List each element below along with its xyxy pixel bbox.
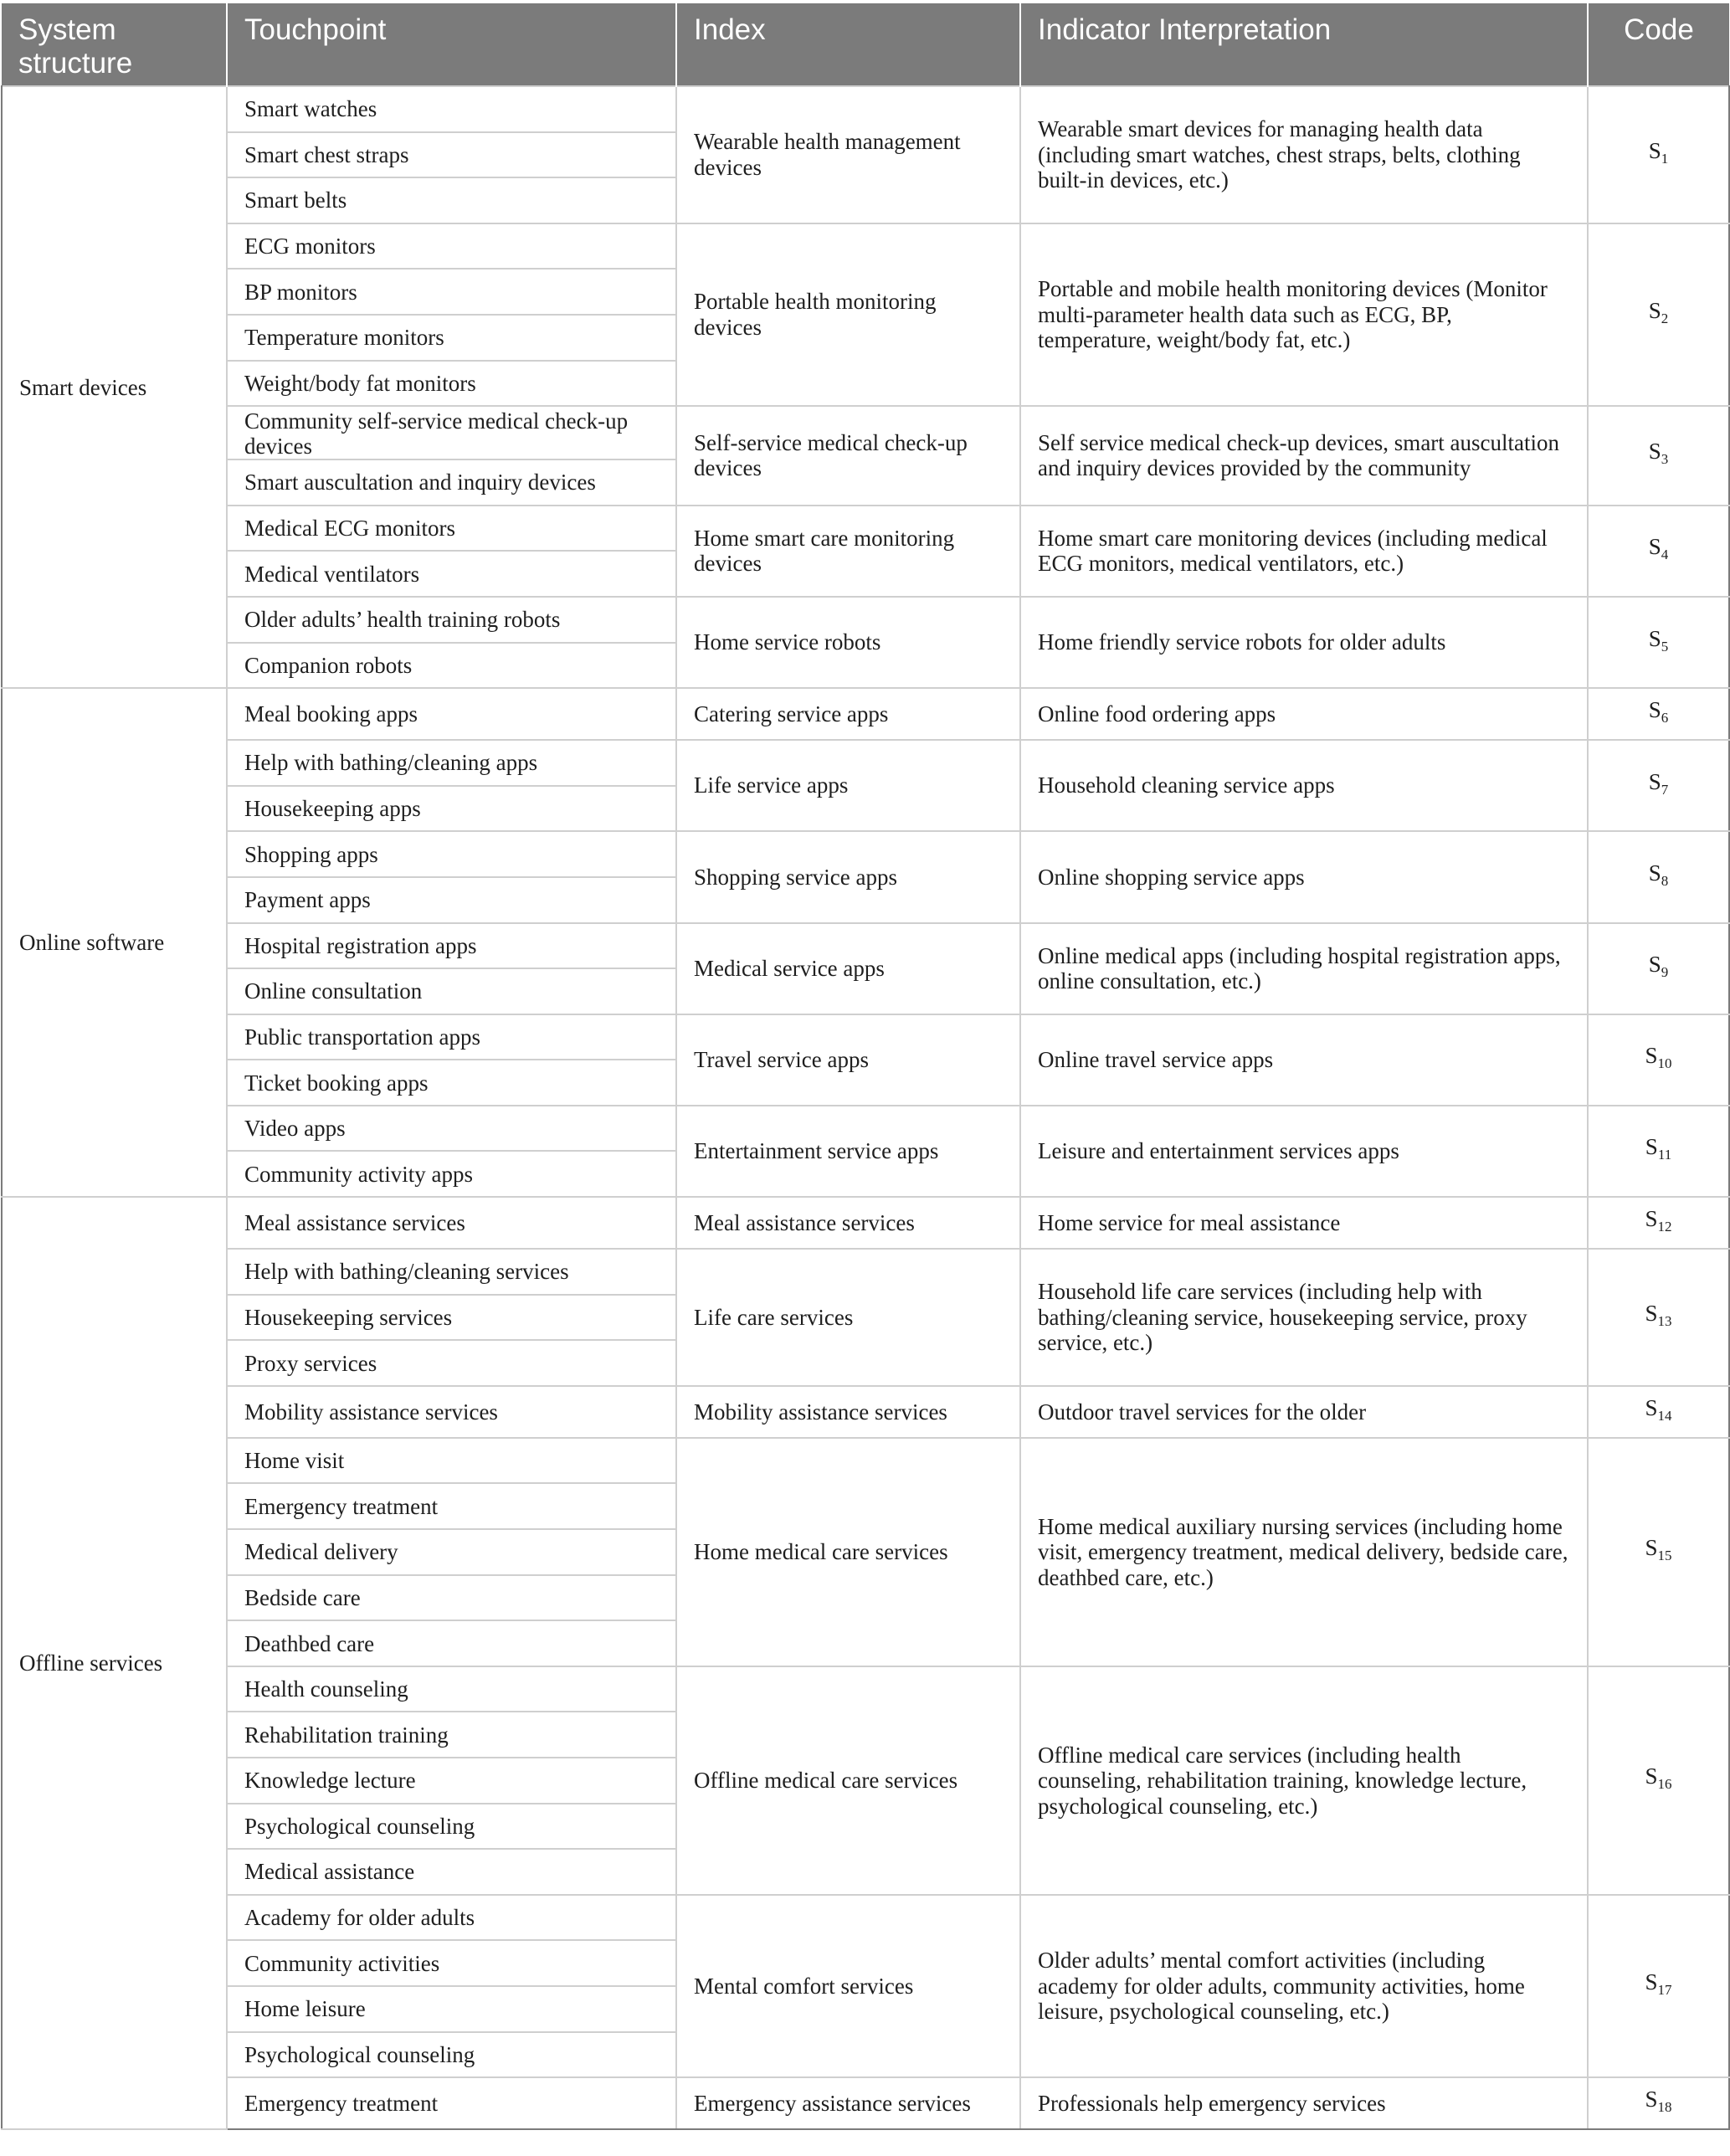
code-subscript: 16 [1657, 1776, 1672, 1793]
table-row [2, 406, 1729, 459]
index-cell: Life service apps [676, 740, 1020, 831]
table-body [2, 86, 1729, 2129]
code-prefix: S [1645, 1535, 1658, 1561]
touchpoint-cell: Medical delivery [227, 1529, 676, 1575]
touchpoint-cell: Proxy services [227, 1340, 676, 1386]
code-cell [1588, 597, 1729, 688]
touchpoint-cell: Smart auscultation and inquiry devices [227, 459, 676, 506]
touchpoint-cell: Health counseling [227, 1666, 676, 1712]
code-prefix: S [1648, 625, 1661, 651]
code-prefix: S [1645, 1969, 1658, 1994]
touchpoint-cell: Weight/body fat monitors [227, 361, 676, 407]
code-prefix: S [1648, 768, 1661, 794]
header-code: Code [1588, 3, 1729, 86]
indicator-interpretation-cell: Outdoor travel services for the older [1020, 1386, 1588, 1438]
code-subscript: 2 [1661, 310, 1669, 326]
indicator-interpretation-cell: Older adults’ mental comfort activities (including academy for older adults, community activities, home leisure, psychological counseling, etc.) [1020, 1895, 1588, 2077]
code-prefix: S [1648, 137, 1661, 163]
code-subscript: 18 [1657, 2099, 1672, 2116]
touchpoint-cell: Medical ECG monitors [227, 506, 676, 552]
table-row [2, 688, 1729, 740]
table-row [2, 1666, 1729, 1712]
table-row [2, 1197, 1729, 1249]
touchpoint-cell: Smart belts [227, 177, 676, 223]
code-cell [1588, 406, 1729, 506]
code-subscript: 11 [1657, 1147, 1672, 1163]
code-prefix: S [1648, 534, 1661, 560]
code-prefix: S [1648, 952, 1661, 978]
code-prefix: S [1648, 697, 1661, 723]
index-cell: Catering service apps [676, 688, 1020, 740]
indicator-interpretation-cell: Professionals help emergency services [1020, 2077, 1588, 2129]
code-prefix: S [1645, 1134, 1658, 1160]
touchpoint-cell: Meal assistance services [227, 1197, 676, 1249]
index-cell: Wearable health management devices [676, 86, 1020, 223]
table-row [2, 223, 1729, 270]
touchpoint-cell: Emergency treatment [227, 1483, 676, 1529]
table-row [2, 1249, 1729, 1295]
code-subscript: 12 [1657, 1219, 1672, 1235]
system-structure-cell: Offline services [2, 1197, 227, 2129]
code-subscript: 10 [1657, 1055, 1672, 1072]
code-cell [1588, 506, 1729, 597]
touchpoint-cell: Smart watches [227, 86, 676, 132]
touchpoint-cell: ECG monitors [227, 223, 676, 270]
code-cell [1588, 1386, 1729, 1438]
code-prefix: S [1648, 439, 1661, 465]
touchpoint-cell: Bedside care [227, 1575, 676, 1621]
code-cell [1588, 1014, 1729, 1106]
code-cell [1588, 1895, 1729, 2077]
table-row [2, 1438, 1729, 1484]
header-touchpoint: Touchpoint [227, 3, 676, 86]
touchpoint-cell: Housekeeping apps [227, 786, 676, 832]
code-cell [1588, 1438, 1729, 1666]
code-prefix: S [1645, 1043, 1658, 1069]
touchpoint-cell: Psychological counseling [227, 1804, 676, 1850]
code-prefix: S [1645, 2087, 1658, 2112]
code-subscript: 15 [1657, 1548, 1672, 1564]
touchpoint-cell: Help with bathing/cleaning services [227, 1249, 676, 1295]
code-subscript: 8 [1661, 872, 1669, 889]
indicator-interpretation-cell: Household cleaning service apps [1020, 740, 1588, 831]
index-cell: Meal assistance services [676, 1197, 1020, 1249]
index-cell: Travel service apps [676, 1014, 1020, 1106]
indicator-interpretation-cell: Self service medical check-up devices, smart auscultation and inquiry devices provided by the community [1020, 406, 1588, 506]
table-row [2, 1014, 1729, 1060]
code-cell [1588, 223, 1729, 406]
code-cell [1588, 1106, 1729, 1197]
code-prefix: S [1645, 1763, 1658, 1789]
indicator-interpretation-cell: Home service for meal assistance [1020, 1197, 1588, 1249]
header-indicator-interpretation: Indicator Interpretation [1020, 3, 1588, 86]
index-cell: Home smart care monitoring devices [676, 506, 1020, 597]
index-cell: Portable health monitoring devices [676, 223, 1020, 406]
touchpoint-cell: Emergency treatment [227, 2077, 676, 2129]
code-prefix: S [1648, 860, 1661, 886]
table-row [2, 740, 1729, 786]
code-subscript: 5 [1661, 638, 1669, 654]
table-row [2, 1386, 1729, 1438]
code-cell [1588, 1249, 1729, 1386]
table-row [2, 923, 1729, 969]
touchpoint-cell: Smart chest straps [227, 132, 676, 178]
touchpoint-cell: Housekeeping services [227, 1295, 676, 1341]
touchpoint-cell: Deathbed care [227, 1620, 676, 1666]
code-subscript: 17 [1657, 1981, 1672, 1998]
touchpoint-cell: Shopping apps [227, 831, 676, 877]
index-cell: Home medical care services [676, 1438, 1020, 1666]
code-subscript: 1 [1661, 150, 1669, 167]
touchpoint-cell: Community activity apps [227, 1151, 676, 1197]
indicator-interpretation-cell: Home friendly service robots for older adults [1020, 597, 1588, 688]
code-cell [1588, 2077, 1729, 2129]
touchpoint-cell: Ticket booking apps [227, 1060, 676, 1106]
indicator-interpretation-cell: Portable and mobile health monitoring devices (Monitor multi-parameter health data such as ECG, BP, temperature, weight/body fat, etc.) [1020, 223, 1588, 406]
index-cell: Self-service medical check-up devices [676, 406, 1020, 506]
code-subscript: 6 [1661, 710, 1669, 726]
index-cell: Emergency assistance services [676, 2077, 1020, 2129]
table-row [2, 2077, 1729, 2129]
header-system-structure: System structure [2, 3, 227, 86]
touchpoint-cell: Video apps [227, 1106, 676, 1152]
table-row [2, 831, 1729, 877]
touchpoint-cell: Companion robots [227, 643, 676, 689]
touchpoint-cell: Psychological counseling [227, 2032, 676, 2078]
table-row [2, 597, 1729, 643]
touchpoint-cell: Home visit [227, 1438, 676, 1484]
index-cell: Offline medical care services [676, 1666, 1020, 1895]
table-header [2, 3, 1729, 86]
touchpoint-cell: Online consultation [227, 968, 676, 1014]
touchpoint-cell: Community self-service medical check-up devices [227, 406, 676, 459]
indicator-interpretation-cell: Wearable smart devices for managing health data (including smart watches, chest straps, belts, clothing built-in devices, etc.) [1020, 86, 1588, 223]
code-subscript: 4 [1661, 547, 1669, 563]
index-cell: Shopping service apps [676, 831, 1020, 922]
touchpoint-cell: Medical ventilators [227, 551, 676, 597]
code-prefix: S [1648, 297, 1661, 323]
touchpoint-cell: Help with bathing/cleaning apps [227, 740, 676, 786]
touchpoint-cell: Older adults’ health training robots [227, 597, 676, 643]
code-prefix: S [1645, 1300, 1658, 1326]
touchpoint-cell: Temperature monitors [227, 315, 676, 361]
code-cell [1588, 740, 1729, 831]
touchpoint-cell: Mobility assistance services [227, 1386, 676, 1438]
touchpoint-index-table [1, 3, 1730, 2130]
indicator-interpretation-cell: Home medical auxiliary nursing services (including home visit, emergency treatment, medical delivery, bedside care, deathbed care, etc.) [1020, 1438, 1588, 1666]
header-row [2, 3, 1729, 86]
touchpoint-cell: Medical assistance [227, 1849, 676, 1895]
code-cell [1588, 86, 1729, 223]
code-cell [1588, 1666, 1729, 1895]
index-cell: Entertainment service apps [676, 1106, 1020, 1197]
touchpoint-cell: BP monitors [227, 269, 676, 315]
index-cell: Medical service apps [676, 923, 1020, 1014]
header-index: Index [676, 3, 1020, 86]
index-cell: Life care services [676, 1249, 1020, 1386]
index-cell: Mobility assistance services [676, 1386, 1020, 1438]
touchpoint-cell: Meal booking apps [227, 688, 676, 740]
index-cell: Mental comfort services [676, 1895, 1020, 2077]
code-prefix: S [1645, 1394, 1658, 1420]
touchpoint-cell: Payment apps [227, 877, 676, 923]
touchpoint-cell: Hospital registration apps [227, 923, 676, 969]
system-structure-cell: Online software [2, 688, 227, 1197]
table-row [2, 86, 1729, 132]
touchpoint-cell: Academy for older adults [227, 1895, 676, 1941]
code-cell [1588, 923, 1729, 1014]
code-subscript: 7 [1661, 781, 1669, 798]
code-subscript: 9 [1661, 964, 1669, 981]
indicator-interpretation-cell: Offline medical care services (including health counseling, rehabilitation training, knowledge lecture, psychological counseling, etc.) [1020, 1666, 1588, 1895]
indicator-interpretation-cell: Leisure and entertainment services apps [1020, 1106, 1588, 1197]
code-cell [1588, 1197, 1729, 1249]
touchpoint-cell: Public transportation apps [227, 1014, 676, 1060]
code-prefix: S [1645, 1206, 1658, 1232]
indicator-interpretation-cell: Household life care services (including help with bathing/cleaning service, housekeeping service, proxy service, etc.) [1020, 1249, 1588, 1386]
table-row [2, 1106, 1729, 1152]
system-structure-cell: Smart devices [2, 86, 227, 688]
code-subscript: 14 [1657, 1407, 1672, 1424]
code-cell [1588, 688, 1729, 740]
indicator-interpretation-cell: Home smart care monitoring devices (including medical ECG monitors, medical ventilators, etc.) [1020, 506, 1588, 597]
code-cell [1588, 831, 1729, 922]
index-cell: Home service robots [676, 597, 1020, 688]
indicator-interpretation-cell: Online shopping service apps [1020, 831, 1588, 922]
code-subscript: 3 [1661, 451, 1669, 468]
indicator-interpretation-cell: Online food ordering apps [1020, 688, 1588, 740]
indicator-interpretation-cell: Online medical apps (including hospital registration apps, online consultation, etc.) [1020, 923, 1588, 1014]
table-row [2, 1895, 1729, 1941]
indicator-interpretation-cell: Online travel service apps [1020, 1014, 1588, 1106]
touchpoint-cell: Knowledge lecture [227, 1758, 676, 1804]
table-row [2, 506, 1729, 552]
touchpoint-cell: Home leisure [227, 1986, 676, 2032]
code-subscript: 13 [1657, 1312, 1672, 1329]
touchpoint-cell: Community activities [227, 1940, 676, 1986]
touchpoint-cell: Rehabilitation training [227, 1712, 676, 1758]
